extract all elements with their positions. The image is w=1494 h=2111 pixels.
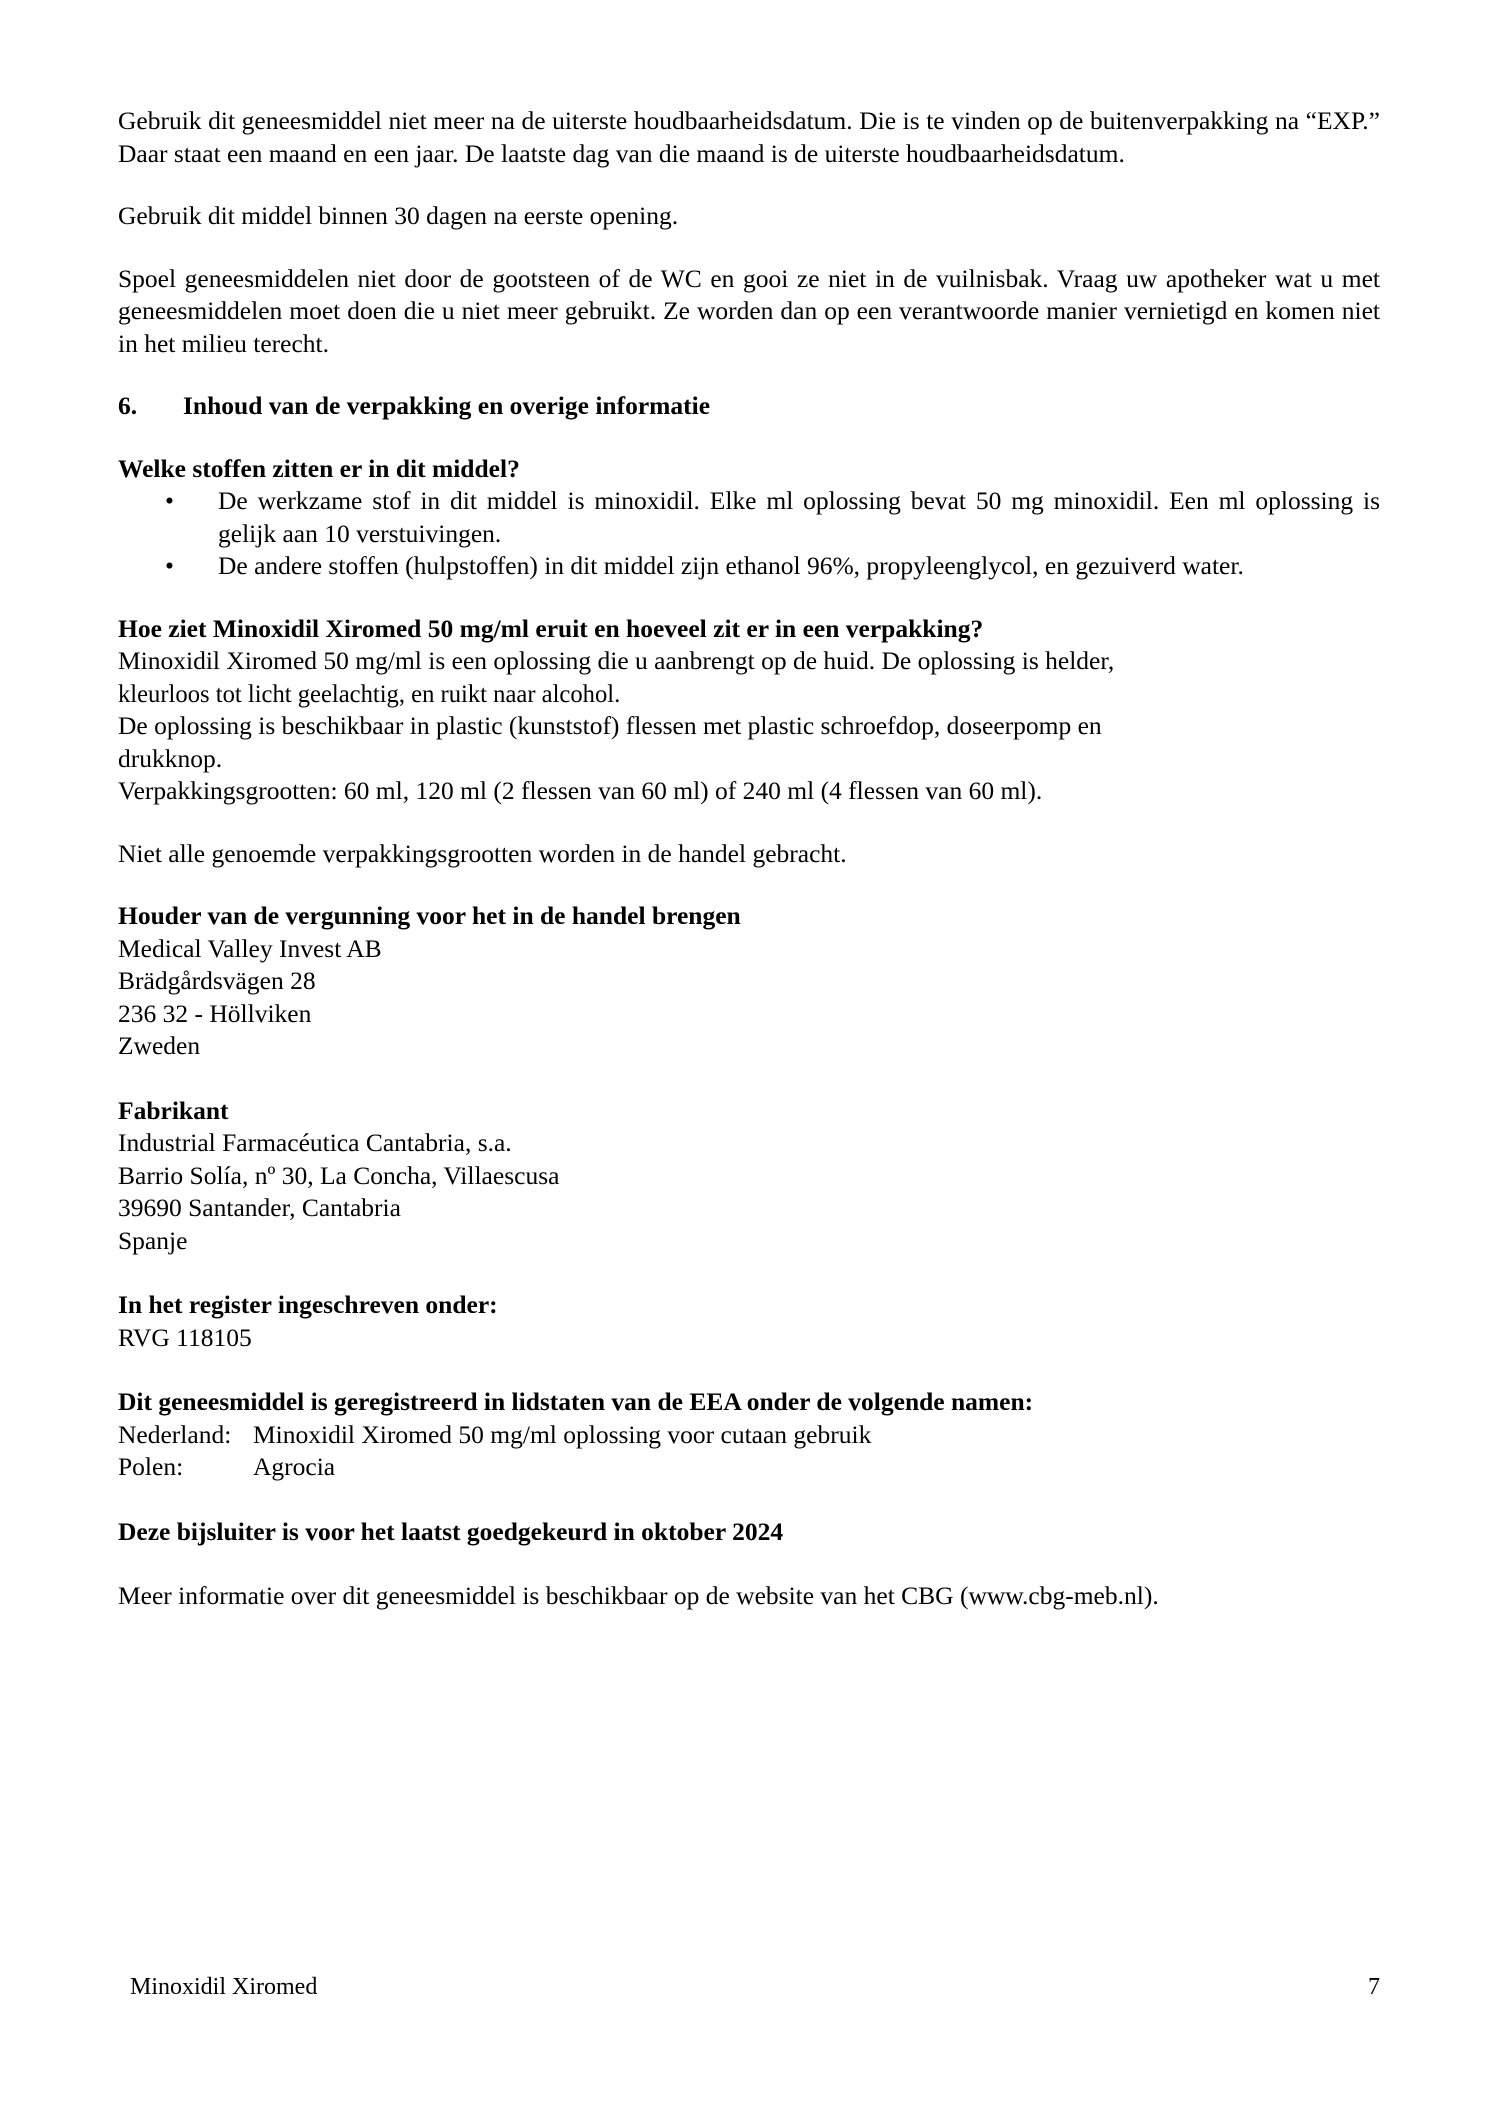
subheading-manufacturer: Fabrikant <box>118 1095 229 1125</box>
spacer <box>118 1484 1380 1516</box>
appearance-line-5: Verpakkingsgrootten: 60 ml, 120 ml (2 flessen van 60 ml) of 240 ml (4 flessen van 60 ml). <box>118 776 1043 805</box>
spacer <box>118 870 1380 900</box>
spacer <box>118 1548 1380 1580</box>
paragraph-expiry-date: Gebruik dit geneesmiddel niet meer na de uiterste houdbaarheidsdatum. Die is te vinden op de buitenverpakking na “EXP.” Daar staat een maand en een jaar. De laatste dag van die maand is de uiterste houdbaarheidsdatum. <box>118 106 1380 168</box>
paragraph-more-information: Meer informatie over dit geneesmiddel is beschikbaar op de website van het CBG (www.cbg-meb.nl). <box>118 1581 1159 1610</box>
spacer <box>118 1063 1380 1095</box>
eea-country-label: Nederland: <box>118 1419 232 1449</box>
subheading-ingredients: Welke stoffen zitten er in dit middel? <box>118 453 520 483</box>
spacer <box>118 1257 1380 1289</box>
paragraph-disposal-instructions: Spoel geneesmiddelen niet door de gootsteen of de WC en gooi ze niet in de vuilnisbak. Vraag uw apotheker wat u met geneesmiddelen moet doen die u niet meer gebruikt. Ze worden dan op een verantwoorde manier vernietigd en komen niet in het milieu terecht. <box>118 263 1380 358</box>
appearance-line-2 <box>118 678 1380 711</box>
section-6-number: 6. <box>118 391 138 420</box>
appearance-line-4: drukknop. <box>118 743 223 773</box>
bullet-icon: • <box>165 551 174 580</box>
eea-name-row <box>118 1451 1380 1484</box>
footer-product-name: Minoxidil Xiromed <box>130 1974 318 2000</box>
subheading-eea-names: Dit geneesmiddel is geregistreerd in lidstaten van de EEA onder de volgende namen: <box>118 1387 1034 1416</box>
list-item <box>118 485 1380 550</box>
appearance-line-1: Minoxidil Xiromed 50 mg/ml is een oplossing die u aanbrengt op de huid. De oplossing is helder, <box>118 646 1115 675</box>
paragraph-not-all-pack-sizes: Niet alle genoemde verpakkingsgrootten worden in de handel gebracht. <box>118 838 847 868</box>
section-6-heading <box>118 390 1380 423</box>
manufacturer-address-line: Industrial Farmacéutica Cantabria, s.a. <box>118 1128 512 1157</box>
subheading-appearance: Hoe ziet Minoxidil Xiromed 50 mg/ml eruit en hoeveel zit er in een verpakking? <box>118 613 984 643</box>
spacer <box>118 1354 1380 1386</box>
leaflet-approval-date: Deze bijsluiter is voor het laatst goedgekeurd in oktober 2024 <box>118 1516 784 1546</box>
list-item-text: De werkzame stof in dit middel is minoxidil. Elke ml oplossing bevat 50 mg minoxidil. Een ml oplossing is gelijk aan 10 verstuivingen. <box>218 486 1380 548</box>
eea-product-name: Agrocia <box>253 1452 336 1481</box>
list-item <box>118 550 1380 583</box>
ingredients-list <box>118 485 1380 583</box>
manufacturer-address-line: Barrio Solía, nº 30, La Concha, Villaescusa <box>118 1160 560 1190</box>
mah-address-line: Brädgårdsvägen 28 <box>118 966 316 995</box>
subheading-marketing-authorisation-holder: Houder van de vergunning voor het in de handel brengen <box>118 901 741 930</box>
list-item-text: De andere stoffen (hulpstoffen) in dit middel zijn ethanol 96%, propyleenglycol, en gezuiverd water. <box>218 551 1244 580</box>
appearance-line-2-text: kleurloos tot licht geelachtig, en ruikt naar alcohol. <box>118 678 621 708</box>
subheading-registration-number: In het register ingeschreven onder: <box>118 1290 498 1319</box>
paragraph-after-first-opening: Gebruik dit middel binnen 30 dagen na eerste opening. <box>118 201 679 230</box>
mah-address-line: 236 32 - Höllviken <box>118 998 312 1028</box>
page-content <box>118 105 1380 1613</box>
eea-name-row <box>118 1419 1380 1452</box>
mah-address-line: Zweden <box>118 1031 201 1060</box>
spacer <box>118 583 1380 613</box>
appearance-line-3: De oplossing is beschikbaar in plastic (kunststof) flessen met plastic schroefdop, doseerpomp en <box>118 711 1102 740</box>
eea-country-label: Polen: <box>118 1452 184 1481</box>
bullet-icon: • <box>165 486 174 515</box>
page-footer <box>130 1972 1380 2002</box>
manufacturer-address-line: 39690 Santander, Cantabria <box>118 1193 401 1222</box>
spacer <box>118 808 1380 838</box>
mah-address-line: Medical Valley Invest AB <box>118 933 382 963</box>
registration-number-value: RVG 118105 <box>118 1322 252 1352</box>
section-6-title: Inhoud van de verpakking en overige informatie <box>183 391 711 420</box>
manufacturer-address-line: Spanje <box>118 1225 188 1255</box>
footer-page-number: 7 <box>1368 1974 1380 2000</box>
eea-product-name: Minoxidil Xiromed 50 mg/ml oplossing voor cutaan gebruik <box>253 1419 872 1449</box>
